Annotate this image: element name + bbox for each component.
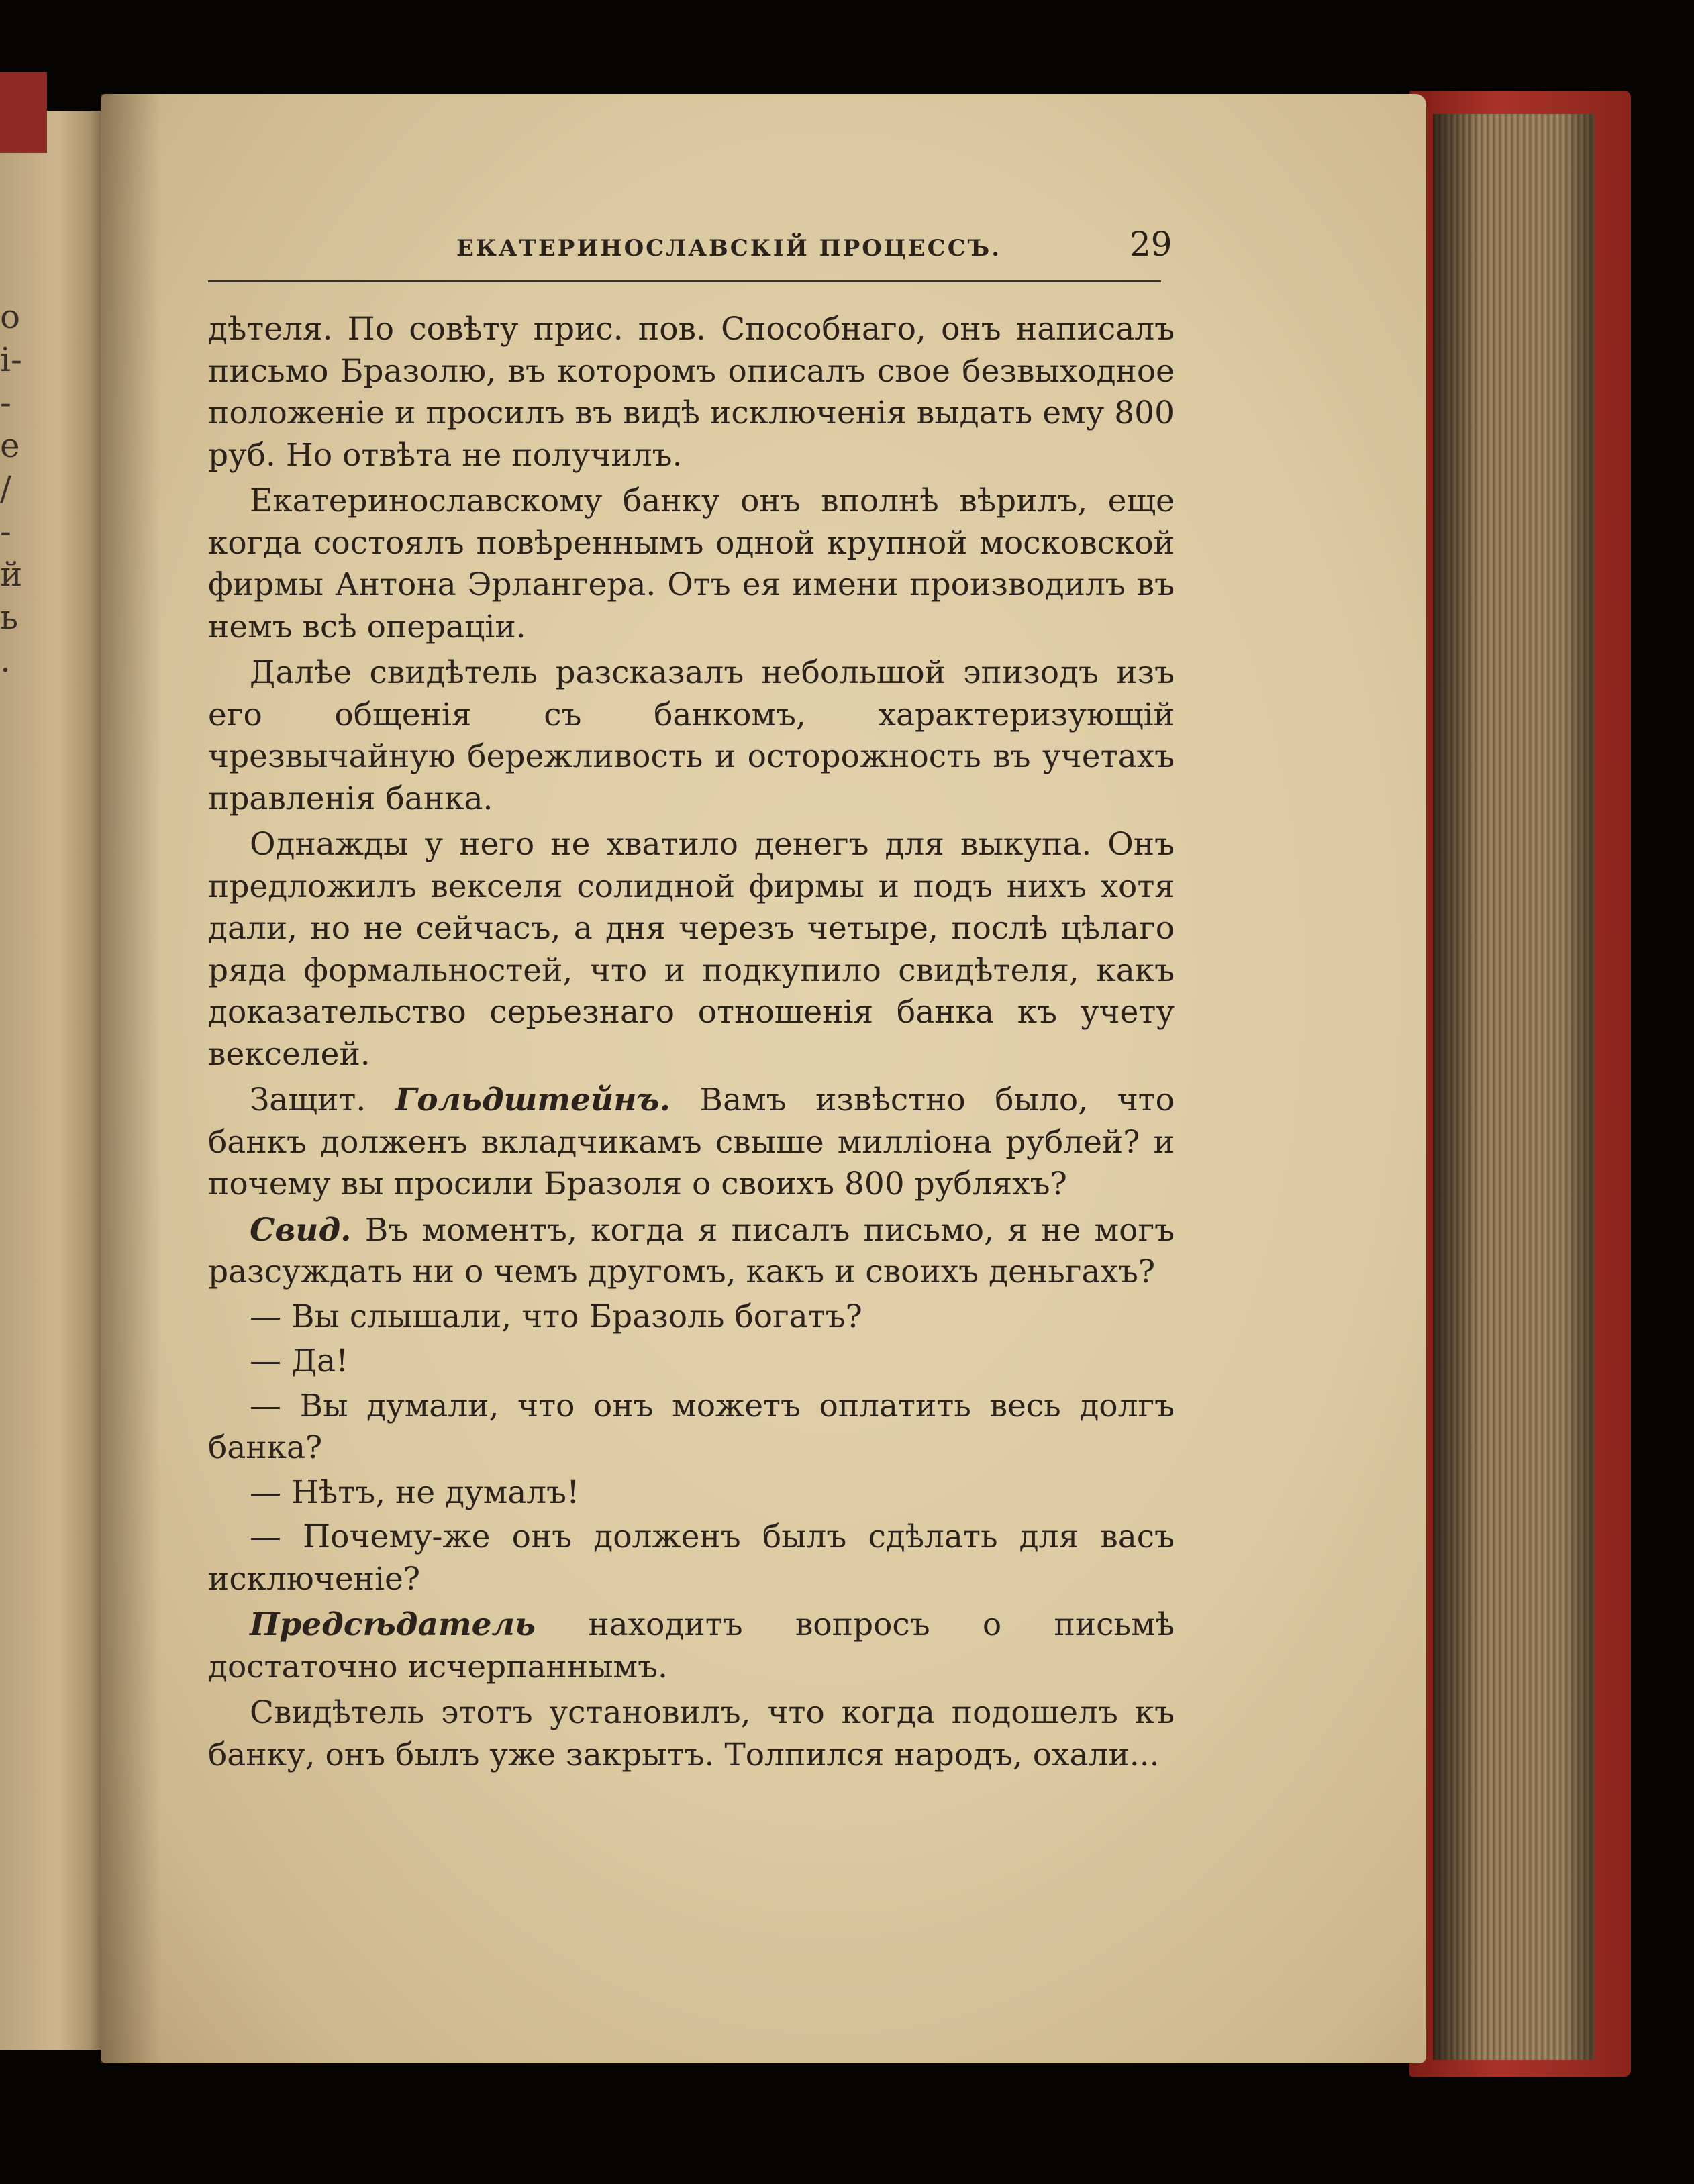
paragraph: Однажды у него не хватило денегъ для выкупа. Онъ предложилъ векселя солидной фирмы и подъ нихъ хотя дали, но не сейчасъ, а дня черезъ четыре, послѣ цѣлаго ряда формальностей, что и подкупило свидѣтеля, какъ доказательство серьезнаго отношенія банка къ учету векселей. xyxy=(208,826,1175,1073)
speech: Въ моментъ, когда я писалъ письмо, я не могъ разсуждать ни о чемъ другомъ, какъ и своихъ деньгахъ? xyxy=(208,1211,1175,1290)
previous-page-text-fragments xyxy=(0,295,27,682)
header-rule xyxy=(208,280,1161,282)
speaker-name: Свид. xyxy=(250,1211,352,1249)
fragment: і- xyxy=(0,340,22,379)
dialogue-line: — Вы думали, что онъ можетъ оплатить весь долгъ банка? xyxy=(208,1387,1175,1466)
fragment: й xyxy=(0,555,23,594)
paragraph: Екатеринославскому банку онъ вполнѣ вѣрилъ, еще когда состоялъ повѣреннымъ одной крупной московской фирмы Антона Эрлангера. Отъ ея имени производилъ въ немъ всѣ операціи. xyxy=(208,482,1175,645)
gutter-shadow xyxy=(101,94,161,2063)
paragraph: дѣтеля. По совѣту прис. пов. Способнаго, онъ написалъ письмо Бразолю, въ которомъ описалъ свое безвыходное положеніе и просилъ въ видѣ исключенія выдать ему 800 руб. Но отвѣта не получилъ. xyxy=(208,311,1175,474)
fragment: о xyxy=(0,297,21,336)
paragraph xyxy=(208,1080,1175,1206)
dialogue-line: — Нѣтъ, не думалъ! xyxy=(250,1473,579,1511)
fragment: - xyxy=(0,512,11,551)
fragment: ь xyxy=(0,598,19,637)
paragraph xyxy=(208,1210,1175,1294)
speech: находитъ вопросъ о письмѣ достаточно исчерпаннымъ. xyxy=(208,1606,1175,1685)
speaker-name: Предсѣдатель xyxy=(250,1606,536,1643)
left-cover-corner xyxy=(0,72,47,153)
paragraph: Далѣе свидѣтель разсказалъ небольшой эпизодъ изъ его общенія съ банкомъ, характеризующій чрезвычайную бережливость и осторожность въ учетахъ правленія банка. xyxy=(208,654,1175,817)
page-block-shade xyxy=(1433,114,1594,2060)
fragment: . xyxy=(0,641,11,680)
dialogue-line: — Да! xyxy=(250,1343,349,1380)
fragment: / xyxy=(0,469,11,508)
page-number: 29 xyxy=(1130,225,1173,264)
dialogue-line: — Вы слышали, что Бразоль богатъ? xyxy=(250,1298,862,1335)
running-head: ЕКАТЕРИНОСЛАВСКІЙ ПРОЦЕССЪ. xyxy=(456,235,1002,262)
fragment: е xyxy=(0,426,20,465)
speaker-role: Защит. xyxy=(250,1082,366,1119)
paragraph xyxy=(208,1604,1175,1688)
dialogue-line: — Почему-же онъ долженъ былъ сдѣлать для васъ исключеніе? xyxy=(208,1518,1175,1598)
speech: Вамъ извѣстно было, что банкъ долженъ вкладчикамъ свыше милліона рублей? и почему вы просили Бразоля о своихъ 800 рубляхъ? xyxy=(208,1082,1175,1202)
page-body xyxy=(208,309,1175,1776)
fragment: - xyxy=(0,383,11,422)
speaker-name: Гольдштейнъ. xyxy=(395,1082,671,1119)
paragraph: Свидѣтель этотъ установилъ, что когда подошелъ къ банку, онъ былъ уже закрытъ. Толпился народъ, охали... xyxy=(208,1694,1175,1773)
